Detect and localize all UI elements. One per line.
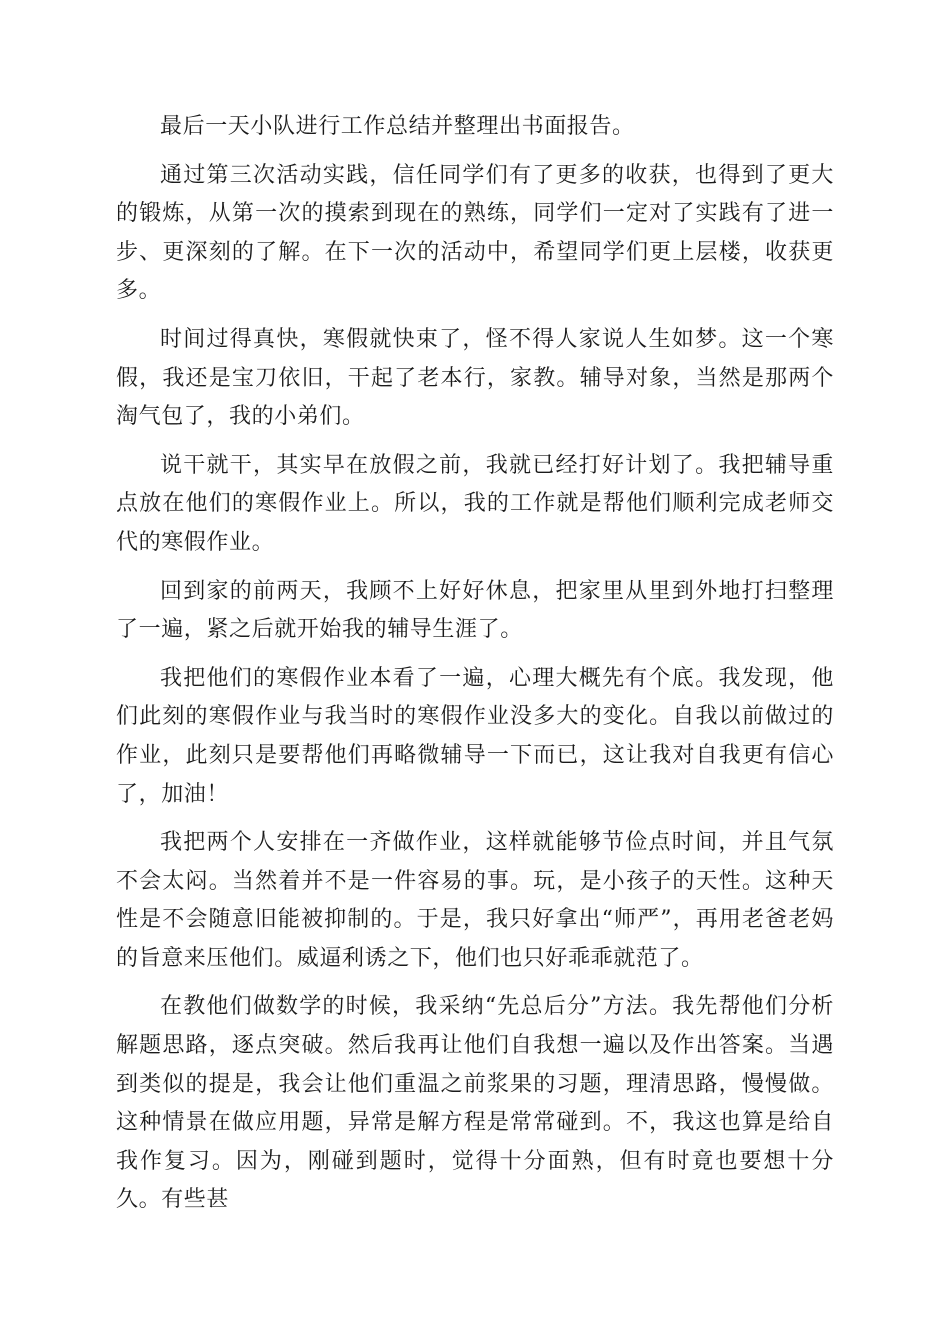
paragraph-1: 最后一天小队进行工作总结并整理出书面报告。 bbox=[160, 114, 635, 139]
paragraph-5: 回到家的前两天，我顾不上好好休息，把家里从里到外地打扫整理了一遍，紧之后就开始我的辅导生涯了。 bbox=[116, 578, 834, 643]
paragraph-2: 通过第三次活动实践，信任同学们有了更多的收获，也得到了更大的锻炼，从第一次的摸索到现在的熟练，同学们一定对了实践有了进一步、更深刻的了解。在下一次的活动中，希望同学们更上层楼，收获更多。 bbox=[116, 162, 834, 304]
paragraph-8: 在教他们做数学的时候，我采纳“先总后分”方法。我先帮他们分析解题思路，逐点突破。然后我再让他们自我想一遍以及作出答案。当遇到类似的提是，我会让他们重温之前浆果的习题，理清思路，慢慢做。这种情景在做应用题，异常是解方程是常常碰到。不，我这也算是给自我作复习。因为，刚碰到题时，觉得十分面熟，但有时竟也要想十分久。有些甚 bbox=[116, 994, 834, 1213]
document-body bbox=[116, 108, 834, 1230]
paragraph-6: 我把他们的寒假作业本看了一遍，心理大概先有个底。我发现，他们此刻的寒假作业与我当时的寒假作业没多大的变化。自我以前做过的作业，此刻只是要帮他们再略微辅导一下而已，这让我对自我更有信心了，加油！ bbox=[116, 665, 834, 807]
paragraph-4: 说干就干，其实早在放假之前，我就已经打好计划了。我把辅导重点放在他们的寒假作业上。所以，我的工作就是帮他们顺利完成老师交代的寒假作业。 bbox=[116, 452, 834, 555]
paragraph-7: 我把两个人安排在一齐做作业，这样就能够节俭点时间，并且气氛不会太闷。当然着并不是一件容易的事。玩，是小孩子的天性。这种天性是不会随意旧能被抑制的。于是，我只好拿出“师严”，再用老爸老妈的旨意来压他们。威逼利诱之下，他们也只好乖乖就范了。 bbox=[116, 830, 834, 971]
paragraph-3: 时间过得真快，寒假就快束了，怪不得人家说人生如梦。这一个寒假，我还是宝刀依旧，干起了老本行，家教。辅导对象，当然是那两个淘气包了，我的小弟们。 bbox=[116, 326, 834, 430]
